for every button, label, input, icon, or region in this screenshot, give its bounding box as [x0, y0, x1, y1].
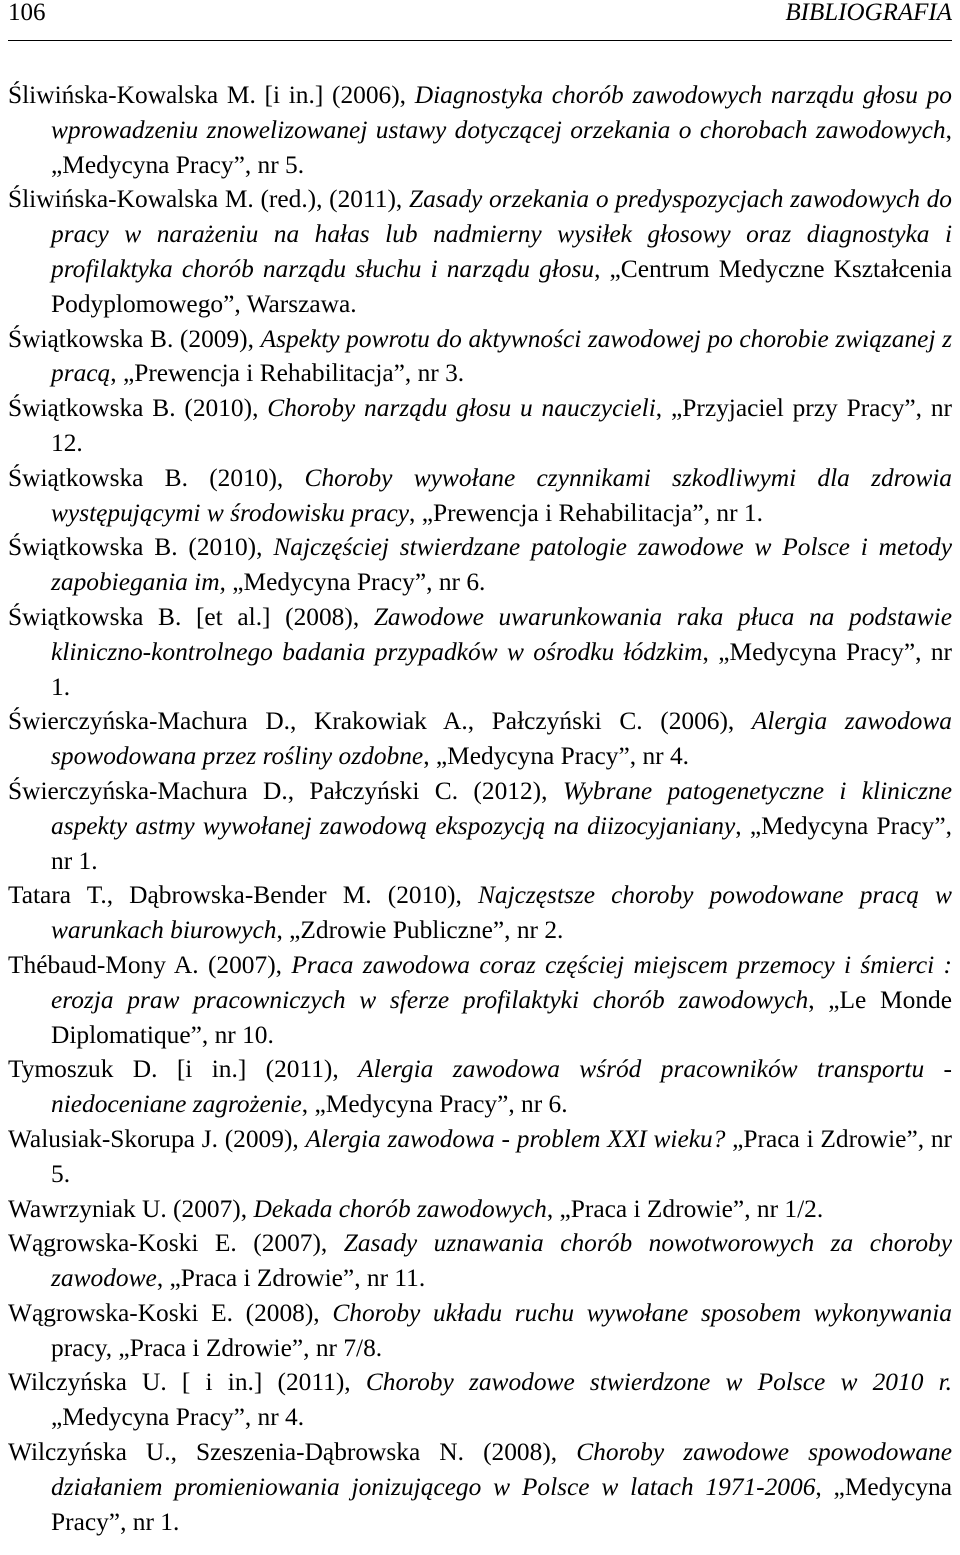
entry-source: , „Medycyna Pracy”, nr 4.: [423, 742, 689, 771]
entry-author-year: Wilczyńska U., Szeszenia-Dąbrowska N. (2008),: [8, 1438, 577, 1467]
entry-title: Choroby narządu głosu u nauczycieli: [267, 394, 656, 423]
entry-source: , „Zdrowie Publiczne”, nr 2.: [276, 916, 564, 945]
entry-author-year: Świątkowska B. (2010),: [8, 533, 274, 562]
entry-title: Alergia zawodowa spowodowana przez rośliny ozdobne: [51, 707, 952, 771]
entry-author-year: Świątkowska B. (2010),: [8, 463, 305, 492]
bibliography-entry: [8, 1435, 952, 1539]
entry-title: Alergia zawodowa wśród pracowników transportu - niedoceniane zagrożenie: [51, 1055, 952, 1119]
entry-author-year: Wągrowska-Koski E. (2008),: [8, 1298, 333, 1327]
bibliography-entry: [8, 1122, 952, 1192]
bibliography-entry: [8, 78, 952, 182]
bibliography-entry: [8, 1192, 952, 1227]
entry-source: , „Le Monde Diplomatique”, nr 10.: [51, 985, 952, 1049]
entry-author-year: Wawrzyniak U. (2007),: [8, 1194, 254, 1223]
entry-source: „Medycyna Pracy”, nr 4.: [51, 1403, 305, 1432]
entry-source: , „Medycyna Pracy”, nr 5.: [51, 115, 952, 179]
bibliography-entry: [8, 704, 952, 774]
entry-author-year: Thébaud-Mony A. (2007),: [8, 950, 292, 979]
entry-author-year: Świerczyńska-Machura D., Krakowiak A., Pałczyński C. (2006),: [8, 707, 752, 736]
entry-author-year: Tatara T., Dąbrowska-Bender M. (2010),: [8, 881, 478, 910]
entry-source: , „Praca i Zdrowie”, nr 11.: [156, 1264, 426, 1293]
entry-source: , „Medycyna Pracy”, nr 1.: [51, 811, 952, 875]
entry-title: Aspekty powrotu do aktywności zawodowej po chorobie związanej z pracą: [51, 324, 952, 388]
entry-author-year: Świątkowska B. [et al.] (2008),: [8, 602, 374, 631]
entry-source: , „Medycyna Pracy”, nr 1.: [51, 1472, 952, 1536]
entry-title: Alergia zawodowa - problem XXI wieku?: [305, 1124, 726, 1153]
entry-title: Choroby układu ruchu wywołane sposobem wykonywania: [332, 1298, 952, 1327]
entry-title: Choroby zawodowe spowodowane działaniem promieniowania jonizującego w Polsce w latach 1971-2006: [51, 1438, 953, 1501]
bibliography-entry: [8, 1226, 952, 1296]
entry-author-year: Tymoszuk D. [i in.] (2011),: [8, 1055, 359, 1084]
entry-title: Zawodowe uwarunkowania raka płuca na podstawie kliniczno-kontrolnego badania przypadków w ośrodku łódzkim: [51, 602, 952, 666]
entry-author-year: Śliwińska-Kowalska M. [i in.] (2006),: [8, 81, 415, 109]
entry-title: Najczęstsze choroby powodowane pracą w warunkach biurowych: [51, 881, 952, 945]
entry-title: Najczęściej stwierdzane patologie zawodowe w Polsce i metody zapobiegania im,: [51, 533, 953, 597]
page-number: 106: [8, 0, 46, 26]
entry-author-year: Wągrowska-Koski E. (2007),: [8, 1229, 344, 1258]
bibliography-entry: [8, 182, 952, 321]
bibliography-list: [8, 78, 952, 1539]
running-title: BIBLIOGRAFIA: [785, 0, 952, 26]
page-header: [8, 0, 952, 41]
entry-author-year: Świątkowska B. (2009),: [8, 324, 261, 353]
entry-author-year: Świątkowska B. (2010),: [8, 394, 268, 423]
entry-source: , „Prewencja i Rehabilitacja”, nr 1.: [409, 498, 763, 527]
bibliography-entry: [8, 600, 952, 704]
entry-title: Zasady orzekania o predyspozycjach zawodowych do pracy w narażeniu na hałas lub nadmierny wysiłek głosowy oraz diagnostyka i profilaktyka chorób narządu słuchu i narządu głosu: [51, 185, 952, 283]
entry-source: pracy, „Praca i Zdrowie”, nr 7/8.: [51, 1333, 383, 1362]
entry-title: Choroby zawodowe stwierdzone w Polsce w 2010 r.: [365, 1368, 953, 1397]
entry-source: , „Medycyna Pracy”, nr 6.: [301, 1090, 568, 1119]
entry-source: „Praca i Zdrowie”, nr 5.: [51, 1124, 952, 1188]
entry-title: Choroby wywołane czynnikami szkodliwymi dla zdrowia występującymi w środowisku pracy: [51, 463, 953, 527]
bibliography-entry: [8, 774, 952, 878]
entry-title: Praca zawodowa coraz częściej miejscem przemocy i śmierci : erozja praw pracowniczych w sferze profilaktyki chorób zawodowych: [51, 950, 952, 1014]
bibliography-entry: [8, 461, 952, 531]
bibliography-entry: [8, 948, 952, 1052]
entry-author-year: Śliwińska-Kowalska M. (red.), (2011),: [8, 185, 409, 214]
entry-title: Wybrane patogenetyczne i kliniczne aspekty astmy wywołanej zawodową ekspozycją na diizocyjaniany: [51, 776, 952, 840]
entry-source: , „Medycyna Pracy”, nr 1.: [51, 637, 952, 701]
bibliography-entry: [8, 1365, 952, 1435]
entry-source: , „Prewencja i Rehabilitacja”, nr 3.: [110, 359, 465, 388]
entry-author-year: Walusiak-Skorupa J. (2009),: [8, 1124, 306, 1153]
bibliography-entry: [8, 1052, 952, 1122]
bibliography-entry: [8, 878, 952, 948]
bibliography-entry: [8, 1296, 952, 1366]
bibliography-entry: [8, 391, 952, 461]
entry-source: , „Przyjaciel przy Pracy”, nr 12.: [51, 394, 953, 457]
bibliography-entry: [8, 322, 952, 392]
entry-source: „Medycyna Pracy”, nr 6.: [225, 568, 486, 597]
entry-title: Diagnostyka chorób zawodowych narządu głosu po wprowadzeniu znowelizowanej ustawy dotyczącej orzekania o chorobach zawodowych: [51, 81, 953, 144]
entry-title: Zasady uznawania chorób nowotworowych za choroby zawodowe: [51, 1229, 952, 1293]
bibliography-entry: [8, 530, 952, 600]
entry-author-year: Wilczyńska U. [ i in.] (2011),: [8, 1368, 366, 1397]
entry-source: , „Centrum Medyczne Kształcenia Podyplomowego”, Warszawa.: [51, 254, 952, 318]
entry-author-year: Świerczyńska-Machura D., Pałczyński C. (2012),: [8, 776, 563, 805]
entry-source: , „Praca i Zdrowie”, nr 1/2.: [546, 1194, 824, 1223]
entry-title: Dekada chorób zawodowych: [253, 1194, 547, 1223]
